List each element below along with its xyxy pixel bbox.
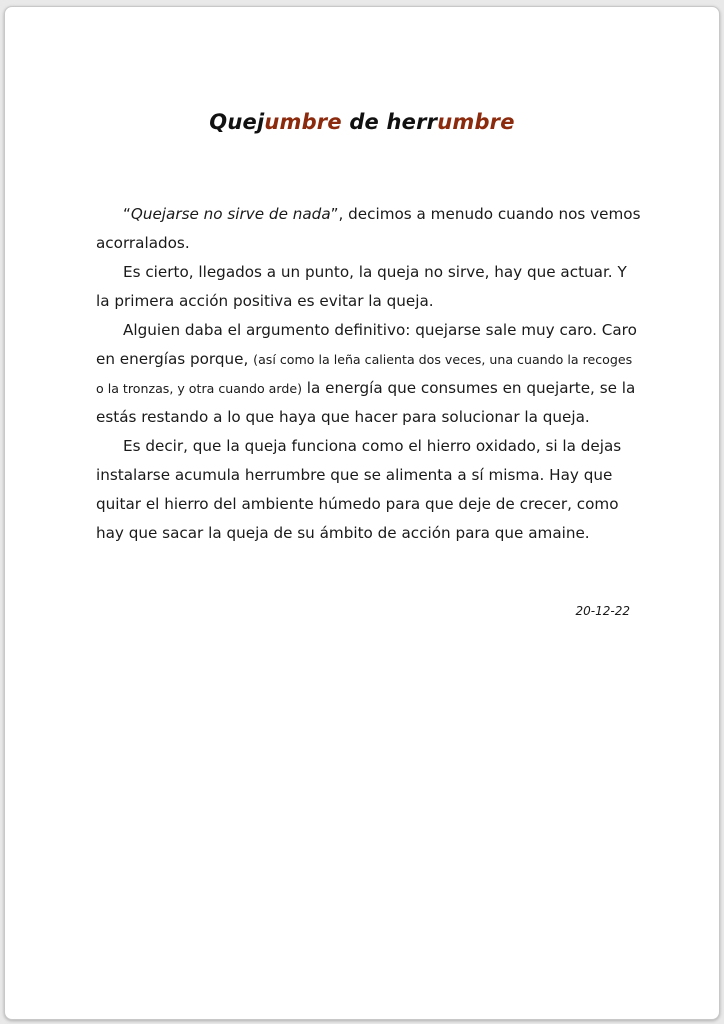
title-part: Quej <box>209 110 265 134</box>
paragraph-text: , decimos a menudo cuando nos vemos acorralados. <box>96 205 641 252</box>
document-title <box>5 110 719 134</box>
document-page <box>4 6 720 1020</box>
paragraph-4 <box>96 432 641 548</box>
title-part: de herr <box>341 110 438 134</box>
paragraph-3 <box>96 316 641 432</box>
title-part-highlight: umbre <box>264 110 342 134</box>
close-quote: ” <box>330 205 339 223</box>
paragraph-text: Es decir, que la queja funciona como el hierro oxidado, si la dejas instalarse acumula herrumbre que se alimenta a sí misma. Hay que quitar el hierro del ambiente húmedo para que deje de crecer, como hay que sacar la queja de su ámbito de acción para que amaine. <box>96 437 622 542</box>
title-part-highlight: umbre <box>437 110 515 134</box>
document-date: 20-12-22 <box>575 604 630 618</box>
paragraph-2 <box>96 258 641 316</box>
quoted-phrase: Quejarse no sirve de nada <box>130 205 331 223</box>
paragraph-text: Es cierto, llegados a un punto, la queja no sirve, hay que actuar. Y la primera acción positiva es evitar la queja. <box>96 263 627 310</box>
paragraph-1 <box>96 200 641 258</box>
paragraph-text: la energía que consumes en quejarte, se la estás restando a lo que haya que hacer para solucionar la queja. <box>96 379 636 426</box>
paragraph-text: Alguien daba el argumento definitivo: quejarse sale muy caro. Caro en energías porque, <box>96 321 637 368</box>
open-quote: “ <box>123 205 131 223</box>
parenthetical-aside: (así como la leña calienta dos veces, una cuando la recoges o la tronzas, y otra cuando arde) <box>96 352 633 396</box>
document-body <box>96 200 641 548</box>
